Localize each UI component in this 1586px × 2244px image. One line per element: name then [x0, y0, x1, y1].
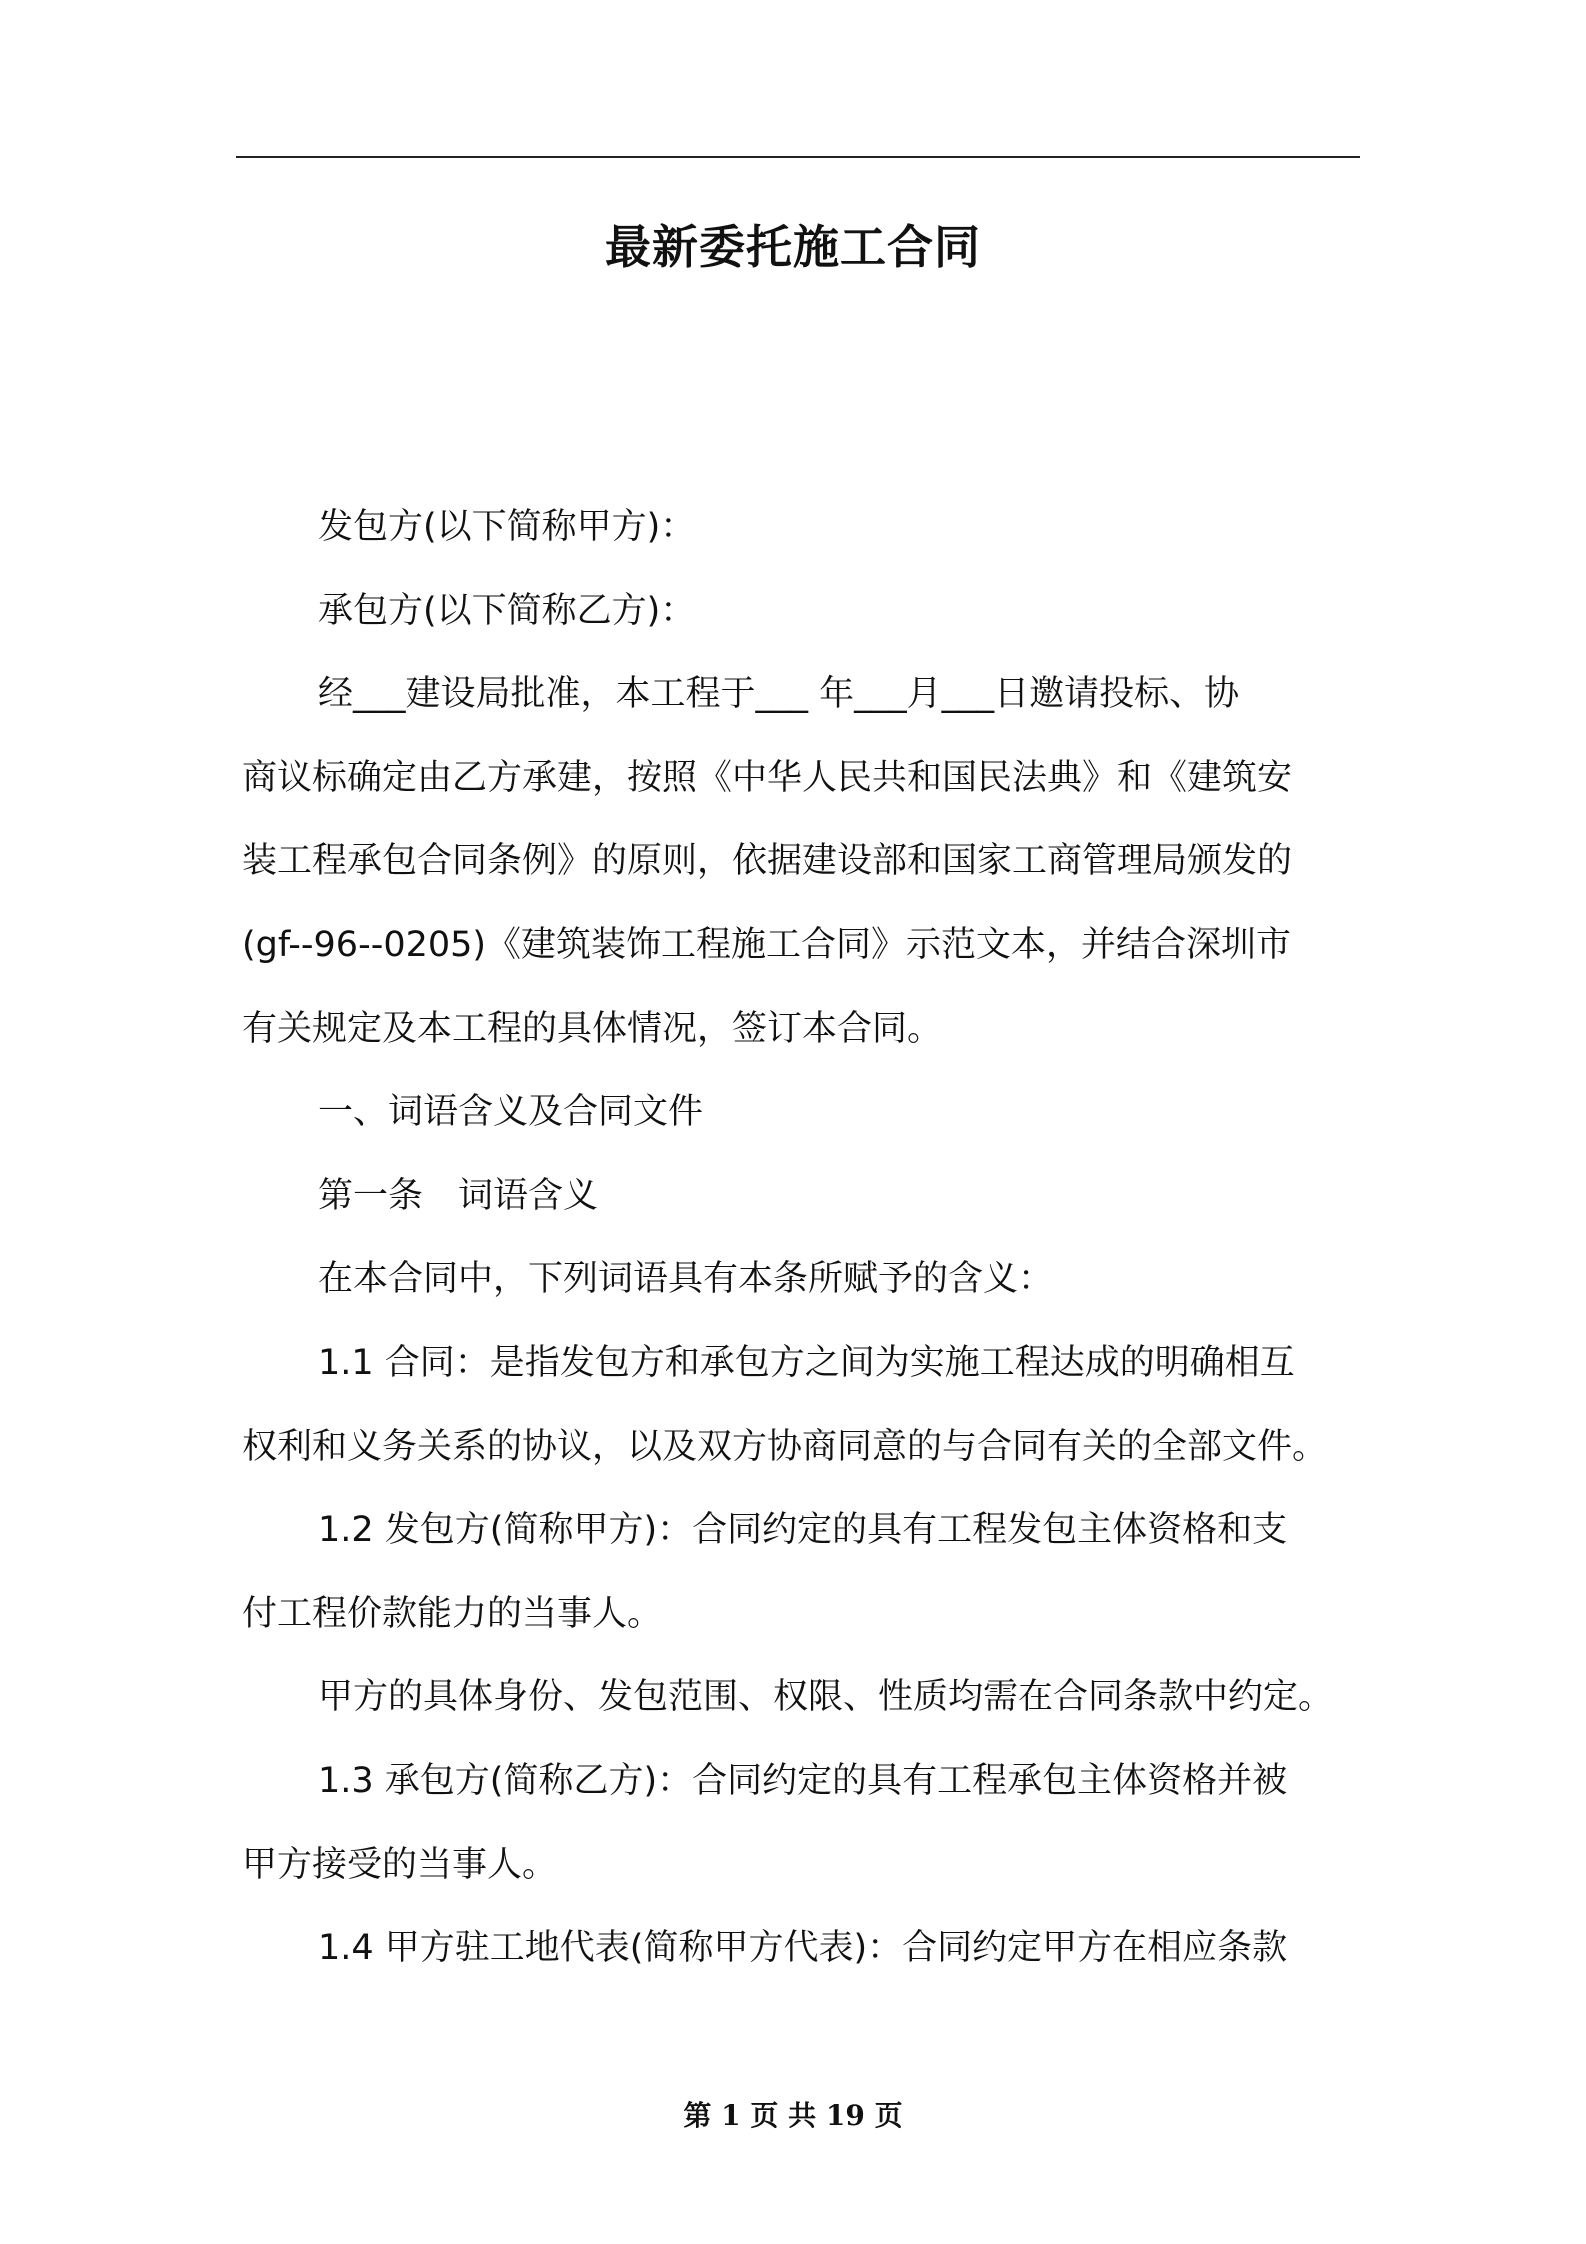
section-heading: 一、词语含义及合同文件: [318, 1092, 704, 1133]
article-heading: 第一条 词语含义: [318, 1175, 599, 1216]
paragraph-line: 甲方的具体身份、发包范围、权限、性质均需在合同条款中约定。: [318, 1677, 1334, 1718]
clause-line: 1.4 甲方驻工地代表(简称甲方代表)：合同约定甲方在相应条款: [318, 1928, 1288, 1969]
paragraph-line: (gf--96--0205)《建筑装饰工程施工合同》示范文本，并结合深圳市: [242, 924, 1292, 965]
page-footer: [0, 2096, 1586, 2136]
party-a-line: 发包方(以下简称甲方)：: [318, 507, 696, 547]
clause-line: 甲方接受的当事人。: [242, 1844, 558, 1885]
document-title: 最新委托施工合同: [605, 220, 981, 274]
paragraph-line: 经___建设局批准，本工程于___ 年___月___日邀请投标、协: [318, 674, 1240, 715]
clause-line: 1.1 合同：是指发包方和承包方之间为实施工程达成的明确相互: [318, 1342, 1295, 1383]
paragraph-line: 商议标确定由乙方承建，按照《中华人民共和国民法典》和《建筑安: [242, 757, 1293, 798]
clause-line: 付工程价款能力的当事人。: [242, 1593, 663, 1634]
clause-line: 权利和义务关系的协议，以及双方协商同意的与合同有关的全部文件。: [242, 1426, 1328, 1467]
paragraph-line: 在本合同中，下列词语具有本条所赋予的含义：: [318, 1259, 1054, 1300]
paragraph-line: 有关规定及本工程的具体情况，签订本合同。: [242, 1008, 943, 1049]
clause-line: 1.2 发包方(简称甲方)：合同约定的具有工程发包主体资格和支: [318, 1510, 1288, 1551]
paragraph-line: 装工程承包合同条例》的原则，依据建设部和国家工商管理局颁发的: [242, 841, 1293, 882]
party-b-line: 承包方(以下简称乙方)：: [318, 590, 696, 631]
header-rule: [236, 156, 1360, 158]
page-number-label: 第 1 页 共 19 页: [683, 2099, 903, 2132]
document-body: [242, 486, 1356, 1991]
clause-line: 1.3 承包方(简称乙方)：合同约定的具有工程承包主体资格并被: [318, 1760, 1288, 1801]
